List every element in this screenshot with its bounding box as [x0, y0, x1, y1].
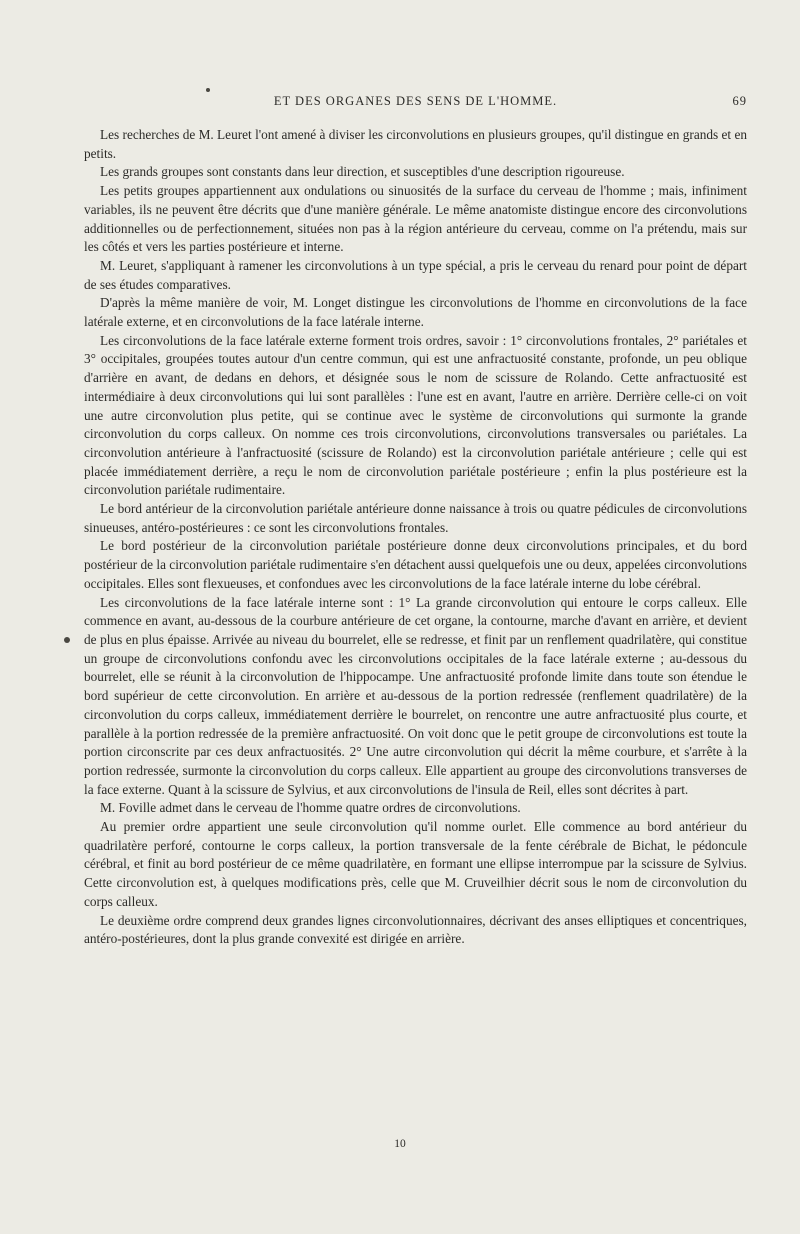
paragraph: M. Leuret, s'appliquant à ramener les circonvolutions à un type spécial, a pris le cerveau du renard pour point de départ de ses études comparatives.: [84, 257, 747, 292]
page-number: 69: [732, 94, 747, 108]
print-speck: [206, 88, 210, 92]
book-page: [84, 94, 747, 949]
paragraph: Les circonvolutions de la face latérale externe forment trois ordres, savoir : 1° circonvolutions frontales, 2° pariétales et 3° occipitales, groupées toutes autour d'un centre commun, qui est une anfractuosité constante, profonde, un peu oblique d'arrière en avant, de dedans en dehors, et désignée sous le nom de scissure de Rolando. Cette anfractuosité est intermédiaire à deux circonvolutions qui lui sont parallèles : l'une est en avant, l'autre en arrière. Derrière celle-ci on voit une autre circonvolution plus petite, qui se continue avec le système de circonvolutions qui surmonte la grande circonvolution du corps calleux. On nomme ces trois circonvolutions, circonvolutions transversales ou pariétales. La circonvolution antérieure à l'anfractuosité (scissure de Rolando) est la circonvolution pariétale antérieure ; celle qui est placée immédiatement derrière, a reçu le nom de circonvolution pariétale postérieure ; enfin la plus postérieure est la circonvolution pariétale rudimentaire.: [84, 332, 747, 498]
paragraph: Le bord postérieur de la circonvolution pariétale postérieure donne deux circonvolutions principales, et du bord postérieur de la circonvolution pariétale rudimentaire s'en détachent aussi quelquefois une ou deux, appelées circonvolutions occipitales. Elles sont flexueuses, et confondues avec les circonvolutions de la face latérale interne du lobe cérébral.: [84, 538, 747, 591]
paragraph: Le bord antérieur de la circonvolution pariétale antérieure donne naissance à trois ou quatre pédicules de circonvolutions sinueuses, antéro-postérieures : ce sont les circonvolutions frontales.: [84, 501, 747, 535]
running-title: ET DES ORGANES DES SENS DE L'HOMME.: [273, 94, 558, 108]
paragraph: M. Foville admet dans le cerveau de l'homme quatre ordres de circonvolutions.: [100, 800, 521, 816]
paragraph: Le deuxième ordre comprend deux grandes lignes circonvolutionnaires, décrivant des anses elliptiques et concentriques, antéro-postérieures, dont la plus grande convexité est dirigée en arrière.: [84, 912, 747, 947]
running-header: [84, 94, 747, 114]
paragraph: D'après la même manière de voir, M. Longet distingue les circonvolutions de l'homme en circonvolutions de la face latérale externe, et en circonvolutions de la face latérale interne.: [84, 295, 747, 330]
paragraph: Les petits groupes appartiennent aux ondulations ou sinuosités de la surface du cerveau de l'homme ; mais, infiniment variables, ils ne peuvent être décrits que d'une manière générale. Le même anatomiste distingue encore des circonvolutions additionnelles ou de perfectionnement, situées non pas à la région antérieure du cerveau, comme on l'a prétendu, mais sur les côtés et vers les parties postérieure et interne.: [84, 183, 747, 255]
paragraph: Les circonvolutions de la face latérale interne sont : 1° La grande circonvolution qui entoure le corps calleux. Elle commence en avant, au-dessous de la courbure antérieure de cet organe, la contourne, marche d'avant en arrière, et devient de plus en plus épaisse. Arrivée au niveau du bourrelet, elle se redresse, et finit par un renflement quadrilatère, qui constitue un groupe de circonvolutions confondu avec les circonvolutions occipitales de la face latérale externe ; au-dessous du bourrelet, elle se réunit à la circonvolution de l'hippocampe. Une anfractuosité profonde limite dans toute son étendue le bord supérieur de cette circonvolution. En arrière et au-dessous de la portion redressée (renflement quadrilatère) de la circonvolution du corps calleux, immédiatement derrière le bourrelet, on rencontre une autre anfractuosité plus courte, et parallèle à la portion redressée de la première anfractuosité. On voit donc que le petit groupe de circonvolutions est toute la portion circonscrite par ces deux anfractuosités. 2° Une autre circonvolution qui décrit la même courbure, et s'arrête à la portion redressée, surmonte la circonvolution du corps calleux. Elle appartient au groupe des circonvolutions transverses de la face externe. Quant à la scissure de Sylvius, et aux circonvolutions de l'insula de Reil, elles sont décrites à part.: [84, 594, 747, 797]
signature-mark: 10: [394, 1138, 406, 1150]
paragraph: Les recherches de M. Leuret l'ont amené à diviser les circonvolutions en plusieurs groupes, qu'il distingue en grands et en petits.: [84, 127, 747, 161]
paragraph: Les grands groupes sont constants dans leur direction, et susceptibles d'une description rigoureuse.: [100, 164, 625, 180]
margin-ink-dot: [64, 637, 70, 643]
body-text: [84, 126, 747, 949]
paragraph: Au premier ordre appartient une seule circonvolution qu'il nomme ourlet. Elle commence au bord antérieur du quadrilatère perforé, contourne le corps calleux, la portion transversale de la fente cérébrale de Bichat, le pédoncule cérébral, et finit au bord postérieur de ce même quadrilatère, en formant une ellipse interrompue par la scissure de Sylvius. Cette circonvolution est, à quelques modifications près, celle que M. Cruveilhier décrit sous le nom de circonvolution du corps calleux.: [84, 819, 747, 909]
